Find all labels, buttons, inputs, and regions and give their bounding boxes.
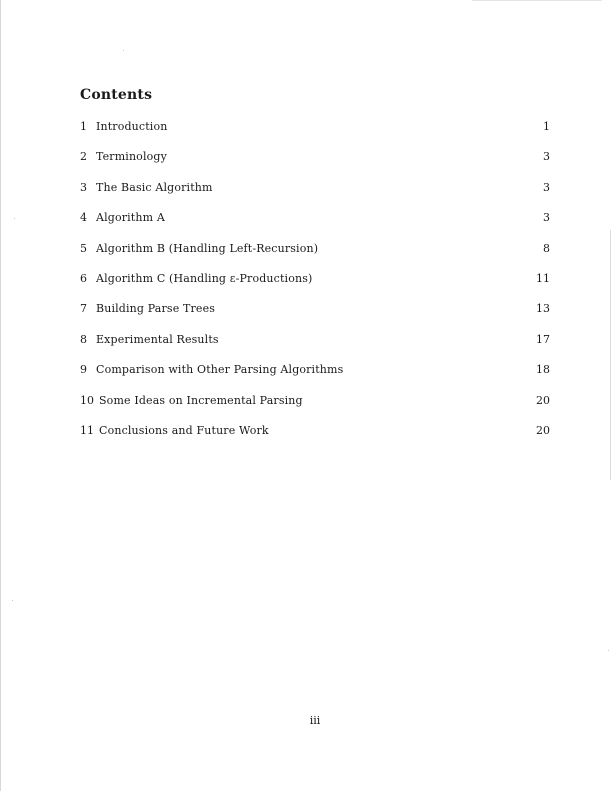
- toc-entry[interactable]: [80, 241, 550, 271]
- toc-entry[interactable]: [80, 332, 550, 362]
- toc-entry[interactable]: [80, 301, 550, 331]
- toc-entry-number: 2: [80, 150, 87, 164]
- toc-entry-page: 3: [543, 180, 550, 194]
- toc-entry[interactable]: [80, 362, 550, 392]
- toc-entry[interactable]: [80, 119, 550, 149]
- toc-entry-number: 6: [80, 271, 87, 285]
- footer-page-number: iii: [309, 714, 321, 727]
- toc-entry-title: Comparison with Other Parsing Algorithms: [96, 363, 344, 377]
- toc-entry-page: 20: [536, 393, 550, 407]
- toc-entry[interactable]: [80, 149, 550, 179]
- scan-speck: [608, 650, 609, 651]
- toc-entry-page: 3: [543, 211, 550, 225]
- scan-speck: [14, 218, 15, 219]
- toc-entry-page: 1: [543, 120, 550, 133]
- toc-entry-page: 18: [536, 363, 550, 377]
- toc-entry-title: The Basic Algorithm: [96, 180, 213, 194]
- page-edge-left: [0, 0, 1, 791]
- toc-entry-page: 3: [543, 150, 550, 164]
- scan-speck: [12, 600, 13, 601]
- toc-entry[interactable]: [80, 210, 550, 240]
- toc-entry-number: 8: [80, 332, 87, 346]
- page-edge-top: [472, 0, 602, 1]
- toc-entry-number: 7: [80, 302, 87, 316]
- toc-entry[interactable]: [80, 271, 550, 301]
- page-edge-right: [610, 230, 611, 480]
- table-of-contents: [80, 119, 550, 453]
- toc-entry-page: 20: [536, 423, 550, 437]
- toc-entry-number: 5: [80, 241, 87, 255]
- toc-entry-title: Some Ideas on Incremental Parsing: [99, 393, 303, 407]
- toc-entry-title: Algorithm B (Handling Left-Recursion): [96, 241, 319, 255]
- toc-entry-title: Experimental Results: [96, 332, 219, 346]
- toc-entry[interactable]: [80, 180, 550, 210]
- toc-entry-title: Introduction: [96, 120, 168, 133]
- toc-entry-title: Building Parse Trees: [96, 302, 216, 316]
- toc-entry-number: 11: [80, 423, 94, 437]
- scan-speck: [123, 50, 124, 51]
- toc-entry-page: 11: [536, 271, 550, 285]
- toc-entry-page: 13: [536, 302, 550, 316]
- contents-heading: Contents: [80, 87, 153, 103]
- toc-entry-number: 3: [80, 180, 87, 194]
- toc-entry-number: 10: [80, 393, 94, 407]
- toc-entry-title: Algorithm A: [96, 211, 165, 225]
- toc-entry-title: Terminology: [96, 150, 167, 164]
- toc-entry[interactable]: [80, 423, 550, 453]
- toc-entry-title: Algorithm C (Handling ε-Productions): [96, 271, 313, 285]
- toc-entry[interactable]: [80, 393, 550, 423]
- toc-entry-page: 17: [536, 332, 550, 346]
- toc-entry-title: Conclusions and Future Work: [99, 423, 269, 437]
- toc-entry-number: 9: [80, 363, 87, 377]
- toc-entry-number: 1: [80, 120, 87, 133]
- toc-entry-number: 4: [80, 211, 87, 225]
- toc-entry-page: 8: [543, 241, 550, 255]
